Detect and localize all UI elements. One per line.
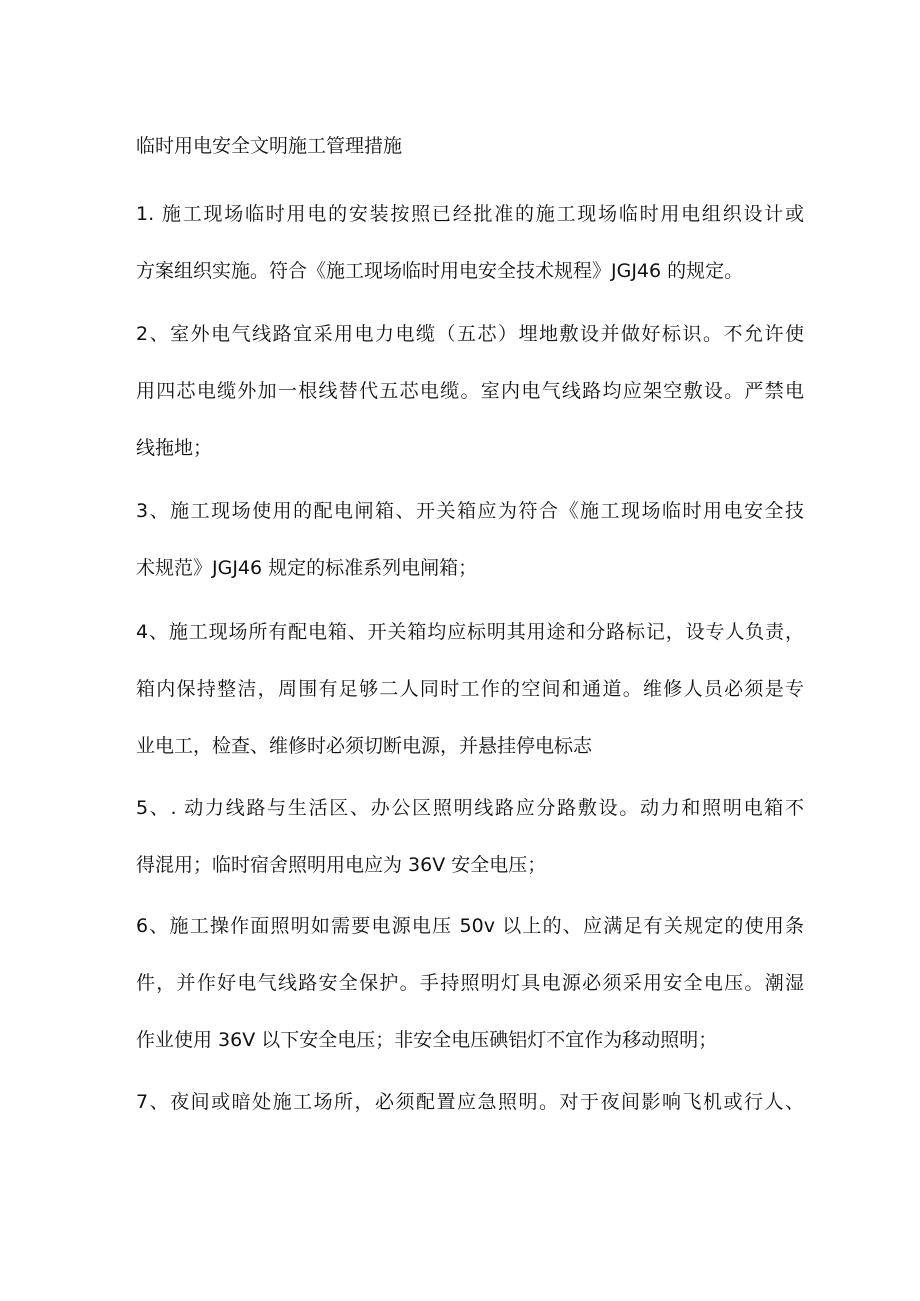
paragraph-line: 用四芯电缆外加一根线替代五芯电缆。室内电气线路均应架空敷设。严禁电 (136, 380, 804, 402)
paragraph-3 (136, 497, 804, 582)
paragraph-line: 术规范》JGJ46 规定的标准系列电闸箱； (136, 557, 478, 579)
document-title: 临时用电安全文明施工管理措施 (136, 135, 403, 157)
paragraph-line: 件，并作好电气线路安全保护。手持照明灯具电源必须采用安全电压。潮湿 (136, 972, 804, 994)
paragraph-line: 1. 施工现场临时用电的安装按照已经批准的施工现场临时用电组织设计或 (136, 203, 804, 225)
paragraph-line: 2、室外电气线路宜采用电力电缆（五芯）埋地敷设并做好标识。不允许使 (136, 323, 804, 345)
paragraph-line: 线拖地； (136, 437, 213, 459)
paragraph-1 (136, 200, 804, 285)
paragraph-line: 作业使用 36V 以下安全电压；非安全电压碘铝灯不宜作为移动照明； (136, 1029, 718, 1051)
paragraph-line: 4、施工现场所有配电箱、开关箱均应标明其用途和分路标记，设专人负责， (136, 621, 804, 643)
paragraph-6 (136, 912, 804, 1054)
paragraph-line: 6、施工操作面照明如需要电源电压 50v 以上的、应满足有关规定的使用条 (136, 915, 804, 937)
paragraph-line: 箱内保持整洁，周围有足够二人同时工作的空间和通道。维修人员必须是专 (136, 678, 804, 700)
paragraph-line: 业电工，检查、维修时必须切断电源，并悬挂停电标志 (136, 735, 593, 757)
paragraph-line: 得混用；临时宿舍照明用电应为 36V 安全电压； (136, 854, 547, 876)
paragraph-2 (136, 320, 804, 462)
paragraph-7 (136, 1088, 804, 1116)
paragraph-line: 7、夜间或暗处施工场所，必须配置应急照明。对于夜间影响飞机或行人、 (136, 1091, 804, 1113)
paragraph-4 (136, 618, 804, 760)
paragraph-5 (136, 794, 804, 879)
paragraph-line: 5、. 动力线路与生活区、办公区照明线路应分路敷设。动力和照明电箱不 (136, 797, 804, 819)
paragraph-line: 3、施工现场使用的配电闸箱、开关箱应为符合《施工现场临时用电安全技 (136, 500, 804, 522)
paragraph-line: 方案组织实施。符合《施工现场临时用电安全技术规程》JGJ46 的规定。 (136, 260, 744, 282)
